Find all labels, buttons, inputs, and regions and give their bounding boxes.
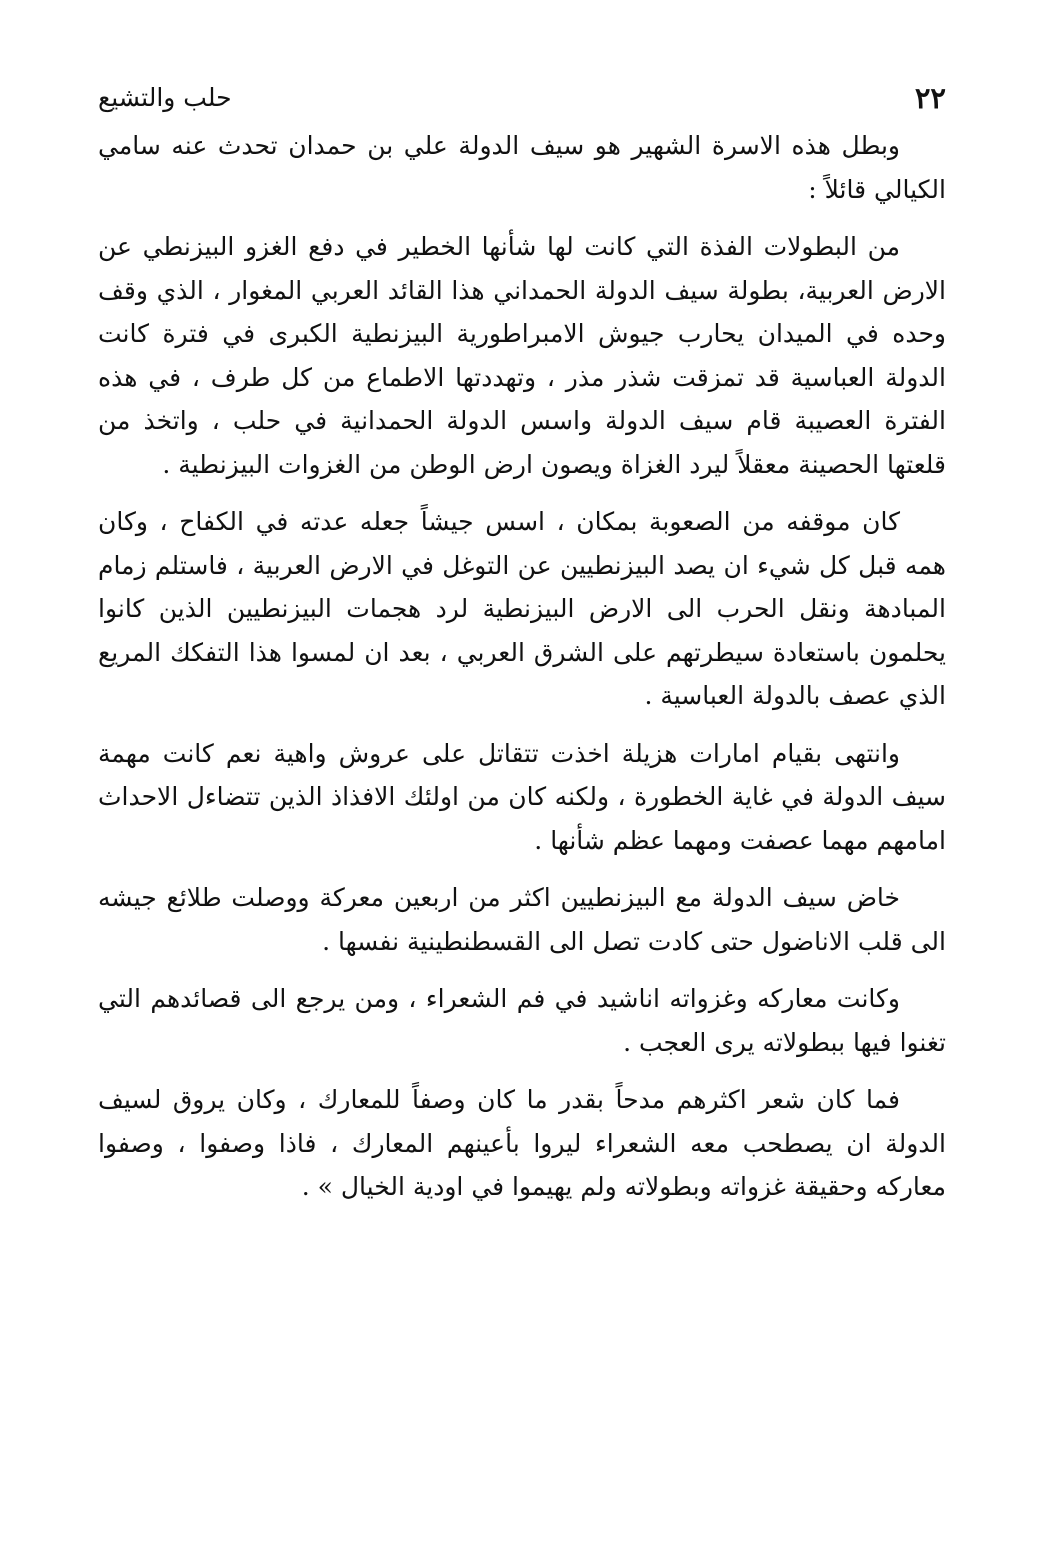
paragraph-battles: خاض سيف الدولة مع البيزنطيين اكثر من اربعين معركة ووصلت طلائع جيشه الى قلب الاناضول حتى كادت تصل الى القسطنطينية نفسها . [98, 883, 946, 956]
book-page [98, 78, 946, 1508]
paragraph-army: كان موقفه من الصعوبة بمكان ، اسس جيشاً جعله عدته في الكفاح ، وكان همه قبل كل شيء ان يصد البيزنطيين عن التوغل في الارض العربية ، فاستلم زمام المبادهة ونقل الحرب الى الارض البيزنطية لرد هجمات البيزنطيين الذين كانوا يحلمون باستعادة سيطرتهم على الشرق العربي ، بعد ان لمسوا هذا التفكك المريع الذي عصف بالدولة العباسية . [98, 507, 946, 710]
running-title: حلب والتشيع [98, 83, 232, 112]
page-number: ٢٢ [914, 81, 946, 115]
paragraph-byzantine-defense: من البطولات الفذة التي كانت لها شأنها الخطير في دفع الغزو البيزنطي عن الارض العربية، بطولة سيف الدولة الحمداني هذا القائد العربي المغوار ، الذي وقف وحده في الميدان يحارب جيوش الامبراطورية البيزنطية الكبرى في فترة كانت الدولة العباسية قد تمزقت شذر مذر ، وتهددتها الاطماع من كل طرف ، في هذه الفترة العصيبة قام سيف الدولة واسس الدولة الحمدانية في حلب ، واتخذ من قلعتها الحصينة معقلاً ليرد الغزاة ويصون ارض الوطن من الغزوات البيزنطية . [98, 232, 946, 479]
paragraph-intro: وبطل هذه الاسرة الشهير هو سيف الدولة علي بن حمدان تحدث عنه سامي الكيالي قائلاً : [98, 131, 946, 204]
paragraph-emirates: وانتهى بقيام امارات هزيلة اخذت تتقاتل على عروش واهية نعم كانت مهمة سيف الدولة في غاية الخطورة ، ولكنه كان من اولئك الافذاذ الذين تتضاءل الاحداث امامهم مهما عصفت ومهما عظم شأنها . [98, 738, 946, 855]
running-header [98, 78, 946, 124]
paragraph-poets: وكانت معاركه وغزواته اناشيد في فم الشعراء ، ومن يرجع الى قصائدهم التي تغنوا فيها ببطولاته يرى العجب . [98, 984, 946, 1057]
paragraph-poetry: فما كان شعر اكثرهم مدحاً بقدر ما كان وصفاً للمعارك ، وكان يروق لسيف الدولة ان يصطحب معه الشعراء ليروا بأعينهم المعارك ، فاذا وصفوا ، وصفوا معاركه وحقيقة غزواته وبطولاته ولم يهيموا في اودية الخيال » . [98, 1085, 946, 1201]
